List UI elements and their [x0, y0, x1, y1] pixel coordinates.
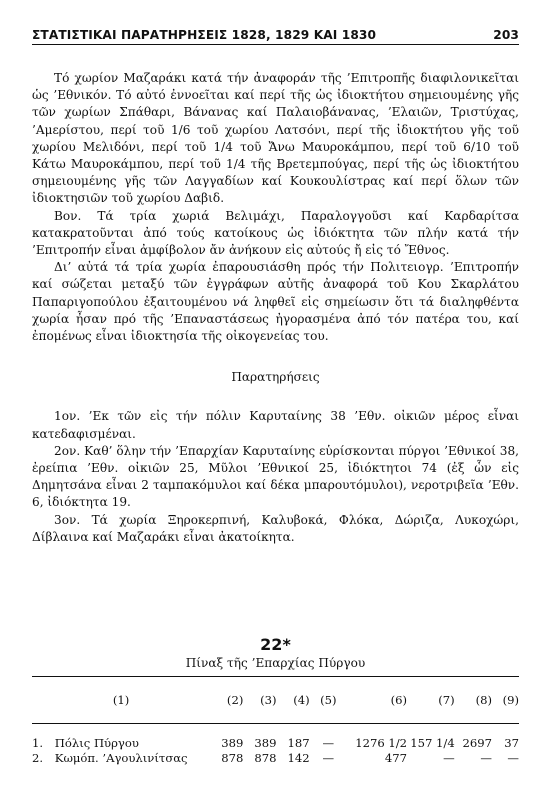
column-header: (3): [260, 693, 277, 707]
cell: 187: [287, 736, 310, 750]
cell: —: [507, 751, 519, 765]
paragraph: Τό χωρίον Μαζαράκι κατά τήν ἀναφοράν τῆς ’Επιτροπῆς διαφιλονικεῖται ὡς ’Εθνικόν. Τό αὐτό ἐννοεῖται καί περί τῆς ὡς ἰδιοκτήτου σημειουμένης γῆς τῶν χωρίων Σπάθαρι, Βάνανας καί Παλαιοβάνανας, ’Ελαιῶν, Τριστύχας, ’Αμερίστου, περί τοῦ 1/6 τοῦ χωρίου Λατσόνι, περί τῆς ἰδιοκτήτου γῆς τοῦ χωρίου Μελιδόνι, περί τοῦ 1/4 τοῦ Ἄνω Μαυροκάμπου, περί τοῦ 6/10 τοῦ Κάτω Μαυροκάμπου, περί τοῦ 1/4 τῆς Βρετεμπούγας, περί τῆς ὡς ἰδιοκτήτου σημειουμένης γῆς τῶν Λαγγαδίων καί Κουκουλίστρας καί περί ὅλων τῶν ἰδιοκτησιῶν τοῦ χωρίου Δαβιδ.: [32, 71, 519, 206]
notes: [32, 408, 519, 546]
column-header: (6): [390, 693, 408, 707]
note: 1ον. ’Εκ τῶν εἰς τήν πόλιν Καρυταίνης 38 ’Εθν. οἰκιῶν μέρος εἶναι κατεδαφισμέναι.: [32, 409, 519, 441]
table-block: [32, 635, 519, 766]
paragraph: Βον. Τά τρία χωριά Βελιμάχι, Παραλογγοῦσι καί Καρδαρίτσα κατακρατοῦνται ἀπό τούς κατοίκους ὡς ἰδιόκτητα τῶν πλήν κατά τήν ’Επιτροπήν εἶναι ἀμφίβολον ἄν ἀνήκουν εἰς αὐτούς ἤ εἰς τό Ἔθνος.: [32, 208, 519, 258]
cell: —: [443, 751, 455, 765]
cell: 878: [221, 751, 244, 765]
cell: —: [322, 751, 335, 765]
column-header: (7): [438, 693, 455, 707]
running-head: [32, 14, 519, 45]
note: 2ον. Καθ’ ὅλην τήν ’Επαρχίαν Καρυταίνης εὑρίσκονται πύργοι ’Εθνικοί 38, ἐρείπια ’Εθν. οἰκιῶν 25, Μῦλοι ’Εθνικοί 25, ἰδιόκτητοι 74 (ἐξ ὧν εἰς Δημητσάνα εἶναι 2 ταμπακόμυλοι καί δέκα μπαρουτόμυλοι), νεροτριβεῖα ’Εθν. 6, ἰδιόκτητα 19.: [32, 443, 519, 510]
table-title: Πίναξ τῆς ’Επαρχίας Πύργου: [185, 656, 366, 670]
table-row: [32, 751, 519, 766]
column-header: (5): [320, 693, 337, 707]
body-text: [32, 70, 519, 546]
note: 3ον. Τά χωρία Ξηροκερπινή, Καλυβοκά, Φλόκα, Δώριζα, Λυκοχώρι, Δίβλαινα καί Μαζαράκι εἶναι ἀκατοίκητα.: [32, 512, 519, 544]
column-header: (2): [226, 693, 244, 707]
cell: 142: [287, 751, 310, 765]
cell: 389: [254, 736, 277, 750]
paragraph: Δι’ αὐτά τά τρία χωρία ἐπαρουσιάσθη πρός τήν Πολιτειογρ. ’Επιτροπήν καί σώζεται μεταξύ τῶν ἐγγράφων αὐτῆς ἀναφορά τοῦ Κου Σκαρλάτου Παπαριγοπούλου ἐξαιτουμένου νά ληφθεῖ εἰς σημείωσιν ὅτι τά διαληφθέντα χωρία ἦσαν πρό τῆς ’Επαναστάσεως ἠγορασμένα ἀπό τόν πατέρα του, καί ἐπομένως εἶναι ἰδιοκτησία τῆς οἰκογενείας του.: [32, 260, 519, 344]
cell: 157 1/4: [410, 736, 455, 750]
row-index: 2.: [32, 751, 44, 765]
page-number: 203: [493, 28, 519, 42]
row-name: Κωμόπ. ’Αγουλινίτσας: [54, 751, 188, 765]
cell: —: [480, 751, 493, 765]
running-head-title: ΣΤΑΤΙΣΤΙΚΑΙ ΠΑΡΑΤΗΡΗΣΕΙΣ 1828, 1829 ΚΑΙ 1830: [32, 28, 377, 42]
cell: 37: [504, 736, 519, 750]
table-number: 22*: [260, 635, 291, 654]
table-row: [32, 736, 519, 751]
stats-table: [32, 677, 519, 766]
column-header: (8): [475, 693, 493, 707]
row-index: 1.: [32, 736, 44, 750]
cell: 1276 1/2: [355, 736, 408, 750]
cell: —: [322, 736, 335, 750]
table-header-row: [32, 677, 519, 723]
row-name: Πόλις Πύργου: [54, 736, 139, 750]
column-header: (9): [502, 693, 519, 707]
column-header: (4): [293, 693, 310, 707]
column-header: (1): [112, 693, 130, 707]
section-title: Παρατηρήσεις: [231, 370, 320, 385]
cell: 878: [254, 751, 277, 765]
cell: 389: [221, 736, 244, 750]
cell: 2697: [462, 736, 493, 750]
cell: 477: [384, 751, 408, 765]
